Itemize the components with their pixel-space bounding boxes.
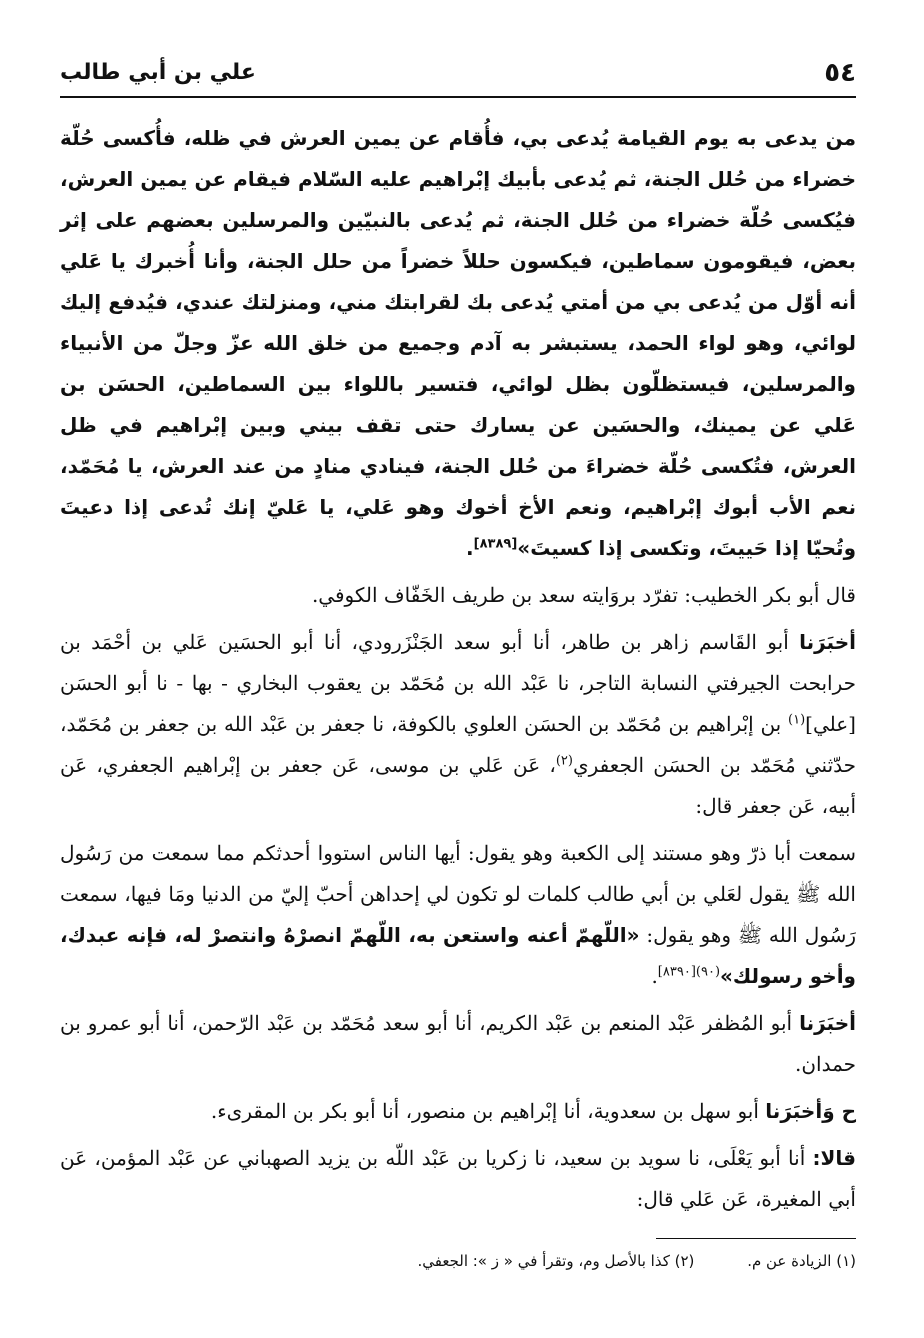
isnad-text-c: ، عَن عَلي بن موسى، عَن جعفر بن إبْراهيم الجعفري، عَن أبيه، عَن جعفر قال: [60,753,856,818]
wa-akhbarana-keyword: ح وَأخبَرَنا [765,1099,856,1123]
isnad-paragraph-3 [60,1091,856,1132]
body-text [60,118,856,1220]
isnad-text-a: أبو القَاسم زاهر بن طاهر، أنا أبو سعد الجَنْزَرودي، أنا أبو الحسَين عَلي بن أحْمَد بن حرابحت الجيرفتي النسابة التاجر، نا عَبْد الله بن مُحَمّد بن يعقوب البخاري - بها - نا أبو الحسَن [علي] [60,630,856,736]
isnad-text: أبو المُظفر عَبْد المنعم بن عَبْد الكريم، أنا أبو سعد مُحَمّد بن عَبْد الرّحمن، أنا أبو عمرو بن حمدان. [60,1011,856,1076]
abu-dharr-text: سمعت أبا ذرّ وهو مستند إلى الكعبة وهو يقول: أيها الناس استووا أحدثكم مما سمعت من رَسُول الله ﷺ يقول لعَلي بن أبي طالب كلمات لو تكون لي إحداهن أحبّ إليّ من الدنيا ومَا فيها، سمعت رَسُول الله ﷺ وهو يقول: [60,841,856,947]
abu-dharr-paragraph: سمعت أبا ذرّ وهو مستند إلى الكعبة وهو يقول: أيها الناس استووا أحدثكم مما سمعت من رَسُول الله ﷺ يقول لعَلي بن أبي طالب كلمات لو تكون لي إحداهن أحبّ إليّ من الدنيا ومَا فيها، سمعت رَسُول الله ﷺ وهو يقول: «اللّهمّ أعنه واستعن به، اللّهمّ انصرْهُ وانتصرْ له، فإنه عبدك، وأخو رسولك»$^{(٩٠)[٨٣٩٠]}$. [60,841,856,988]
footnote-1: (١) الزيادة عن م. [747,1252,856,1270]
running-title: علي بن أبي طالب [60,60,256,85]
hadith-paragraph: من يدعى به يوم القيامة يُدعى بي، فأُقام عن يمين العرش في ظله، فأُكسى حُلّة خضراء من حُلل الجنة، ثم يُدعى بأبيك إبْراهيم عليه السّلام فيقام عن يمين العرش، فيُكسى حُلّة خضراء من حُلل الجنة، ثم يُدعى بالنبيّين والمرسلين بعضهم على إثر بعض، فيقومون سماطين، فيكسون حللاً خضراً من حلل الجنة، وأنا أُخبرك يا عَلي أنه أوّل من يُدعى بي من أمتي يُدعى بك لقرابتك مني، ومنزلتك عندي، فيُدفع إليك لوائي، وهو لواء الحمد، يستبشر به آدم وجميع من خلق الله عزّ وجلّ من الأنبياء والمرسلين، فيستظلّون بظل لوائي، فتسير باللواء بين السماطين، الحسَن بن عَلي عن يمينك، والحسَين عن يسارك حتى تقف بيني وبين إبْراهيم في ظل العرش، فتُكسى حُلّة خضراءَ من حُلل الجنة، فينادي منادٍ من عند العرش، يا مُحَمّد، نعم الأب أبوك إبْراهيم، ونعم الأخ أخوك وهو عَلي، يا عَليّ إنك تُدعى إذا دعيتَ وتُحيّا إذا حَييتَ، وتكسى إذا كسيتَ»[٨٣٨٩]. [60,126,856,560]
prophet-quote: «اللّهمّ أعنه واستعن به، اللّهمّ انصرْهُ وانتصرْ له، فإنه عبدك، وأخو رسولك» [60,923,856,988]
akhbarana-keyword: أخبَرَنا [799,630,856,654]
page-header [60,52,856,98]
footnote-divider [656,1238,856,1239]
footnotes [60,1252,856,1270]
footnote-2: (٢) كذا بالأصل وم، وتقرأ في « ز »: الجعفي. [417,1252,695,1270]
isnad-text: أبو سهل بن سعدوية، أنا إبْراهيم بن منصور، أنا أبو بكر بن المقرىء. [210,1099,766,1123]
isnad-text-b: بن إبْراهيم بن مُحَمّد بن الحسَن العلوي بالكوفة، نا جعفر بن عَبْد الله بن جعفر بن مُحَمّد، حدّثني مُحَمّد بن الحسَن الجعفري [60,712,857,777]
isnad-paragraph-4 [60,1138,856,1220]
qala-keyword: قالا: [812,1146,856,1170]
hadith-ref-2: (٩٠)[٨٣٩٠] [657,964,721,980]
hadith-ref: [٨٣٨٩] [473,536,518,552]
isnad-paragraph-1 [60,622,856,827]
khatib-note: قال أبو بكر الخطيب: تفرّد بروَايته سعد بن طريف الخَفّاف الكوفي. [311,583,856,607]
footnote-ref-2: (٢) [555,753,573,769]
isnad-paragraph-2 [60,1003,856,1085]
isnad-text: أنا أبو يَعْلَى، نا سويد بن سعيد، نا زكريا بن عَبْد اللّه بن يزيد الصهباني عن عَبْد المؤمن، عَن أبي المغيرة، عَن عَلي قال: [60,1146,856,1211]
page-number: ٥٤ [824,58,856,88]
hadith-text: من يدعى به يوم القيامة يُدعى بي، فأُقام عن يمين العرش في ظله، فأُكسى حُلّة خضراء من حُلل الجنة، ثم يُدعى بأبيك إبْراهيم عليه السّلام فيقام عن يمين العرش، فيُكسى حُلّة خضراء من حُلل الجنة، ثم يُدعى بالنبيّين والمرسلين بعضهم على إثر بعض، فيقومون سماطين، فيكسون حللاً خضراً من حلل الجنة، وأنا أُخبرك يا عَلي أنه أوّل من يُدعى بي من أمتي يُدعى بك لقرابتك مني، ومنزلتك عندي، فيُدفع إليك لوائي، وهو لواء الحمد، يستبشر به آدم وجميع من خلق الله عزّ وجلّ من الأنبياء والمرسلين، فيستظلّون بظل لوائي، فتسير باللواء بين السماطين، الحسَن بن عَلي عن يمينك، والحسَين عن يسارك حتى تقف بيني وبين إبْراهيم في ظل العرش، فتُكسى حُلّة خضراءَ من حُلل الجنة، فينادي منادٍ من عند العرش، يا مُحَمّد، نعم الأب أبوك إبْراهيم، ونعم الأخ أخوك وهو عَلي، يا عَليّ إنك تُدعى إذا دعيتَ وتُحيّا إذا حَييتَ، وتكسى إذا كسيتَ» [60,126,856,560]
akhbarana-keyword: أخبَرَنا [799,1011,856,1035]
footnote-ref-1: (١) [788,712,806,728]
